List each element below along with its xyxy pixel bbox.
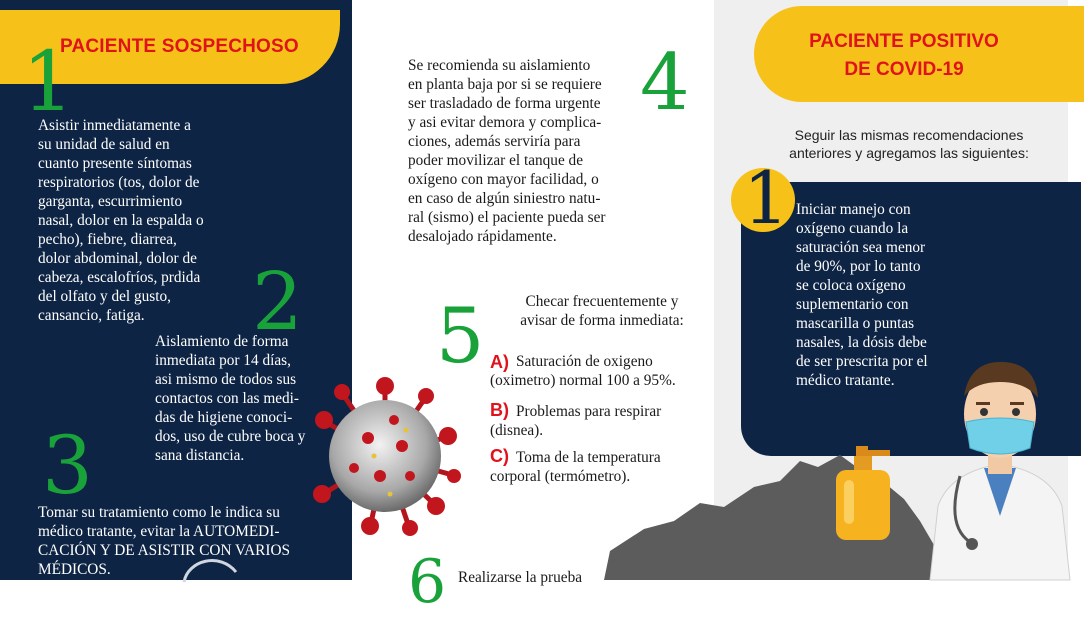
positive-step-1-text: Iniciar manejo con oxígeno cuando la saturación sea menor de 90%, por lo tanto se coloca oxígeno suplementario con mascarilla o puntas nasales, la dósis debe de ser prescrita por el médico tratante. [796,201,928,389]
item-a-letter: A) [490,352,509,372]
step-1-number: 1 [22,35,75,130]
step-1-text: Asistir inmediatamente a su unidad de salud en cuanto presente síntomas respiratorios (tos, dolor de garganta, escurrimiento nasal, dolor en la espalda o pecho), fiebre, diarrea, dolor abdominal, dolor de cabeza, escalofríos, prdida del olfato y del gusto, cansancio, fatiga. [38,117,204,324]
item-b-text: Problemas para respirar (disnea). [490,403,662,439]
step-4-text: Se recomienda su aislamiento en planta baja por si se requiere ser trasladado de forma urgente y asi evitar demora y complica- ciones, además serviría para poder movilizar el tanque de oxígeno con mayor facilidad, o en caso de algún siniestro natu- ral (sismo) el paciente pueda ser desalojado rápidamente. [408,57,606,245]
suspected-title: PACIENTE SOSPECHOSO [60,36,299,57]
step-5-number: 5 [436,291,485,380]
positive-intro-text: Seguir las mismas recomendaciones anteriores y agregamos las siguientes: [789,127,1029,161]
hand-sanitizer-icon [830,446,898,546]
item-a-text: Saturación de oxigeno (oximetro) normal 100 a 95%. [490,353,676,389]
step-6-text: Realizarse la prueba [458,569,583,586]
step-3-number: 3 [42,419,93,512]
item-b-letter: B) [490,400,509,420]
check-item-b [490,400,710,439]
step-3-text: Tomar su tratamiento como le indica su médico tratante, evitar la AUTOMEDI- CACIÓN Y DE ASISTIR CON VARIOS MÉDICOS. [38,504,291,578]
doctor-illustration [930,356,1070,580]
check-item-a [490,352,710,389]
positive-title-banner [754,6,1084,102]
left-column-suspected [0,0,352,580]
virus-illustration [310,376,460,536]
right-column-positive [714,0,1068,580]
item-c-letter: C) [490,446,509,466]
step-6-number: 6 [408,547,447,617]
step-2-text: Aislamiento de forma inmediata por 14 días, asi mismo de todos sus contactos con las medi- das de higiene conoci- dos, uso de cubre boca y sana distancia. [155,333,306,464]
step-5-intro: Checar frecuentemente y avisar de forma inmediata: [520,293,684,329]
stethoscope-icon [180,552,240,582]
positive-step-1-number: 1 [743,156,789,240]
step-4-number: 4 [640,38,690,128]
positive-title: PACIENTE POSITIVO DE COVID-19 [809,31,999,80]
item-c-text: Toma de la temperatura corporal (termómetro). [490,449,661,485]
step-2-number: 2 [252,255,303,348]
